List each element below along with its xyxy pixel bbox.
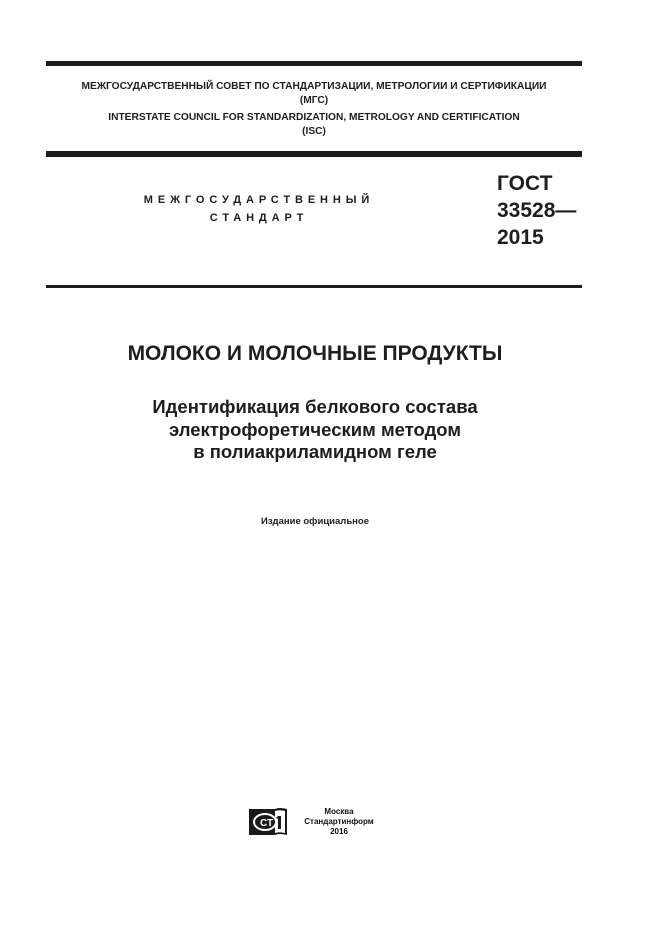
gost-prefix: ГОСТ [497, 172, 553, 195]
document-title: МОЛОКО И МОЛОЧНЫЕ ПРОДУКТЫ [127, 342, 503, 365]
document-subtitle [0, 396, 630, 464]
council-ru-abbr: (МГС) [299, 95, 329, 106]
standard-kind-line2: СТАНДАРТ [209, 212, 309, 224]
bottom-rule [46, 285, 582, 288]
standard-kind [130, 191, 388, 227]
publisher-year: 2016 [330, 827, 348, 836]
council-ru-block [46, 80, 582, 108]
subtitle-line1: Идентификация белкового состава [152, 396, 478, 417]
middle-rule [46, 151, 582, 157]
publisher-name: Стандартинформ [304, 817, 374, 826]
council-en-name: INTERSTATE COUNCIL FOR STANDARDIZATION, METROLOGY AND CERTIFICATION [108, 112, 520, 123]
council-en-block [46, 111, 582, 139]
edition-label: Издание официальное [261, 516, 369, 527]
publisher-block [248, 806, 384, 838]
subtitle-line3: в полиакриламидном геле [193, 441, 437, 462]
council-en-abbr: (ISC) [302, 126, 326, 137]
subtitle-line2: электрофоретическим методом [168, 418, 462, 440]
standard-kind-line1: МЕЖГОСУДАРСТВЕННЫЙ [143, 194, 375, 206]
gost-number: 33528— [497, 199, 577, 222]
gost-designation [497, 170, 576, 251]
publisher-city: Москва [324, 807, 354, 816]
top-rule [46, 61, 582, 66]
council-ru-name: МЕЖГОСУДАРСТВЕННЫЙ СОВЕТ ПО СТАНДАРТИЗАЦИИ, МЕТРОЛОГИИ И СЕРТИФИКАЦИИ [81, 81, 547, 92]
publisher-text [294, 807, 384, 837]
gost-year: 2015 [497, 226, 544, 249]
standartinform-logo-icon [248, 806, 288, 838]
svg-text:СТ: СТ [260, 818, 274, 829]
